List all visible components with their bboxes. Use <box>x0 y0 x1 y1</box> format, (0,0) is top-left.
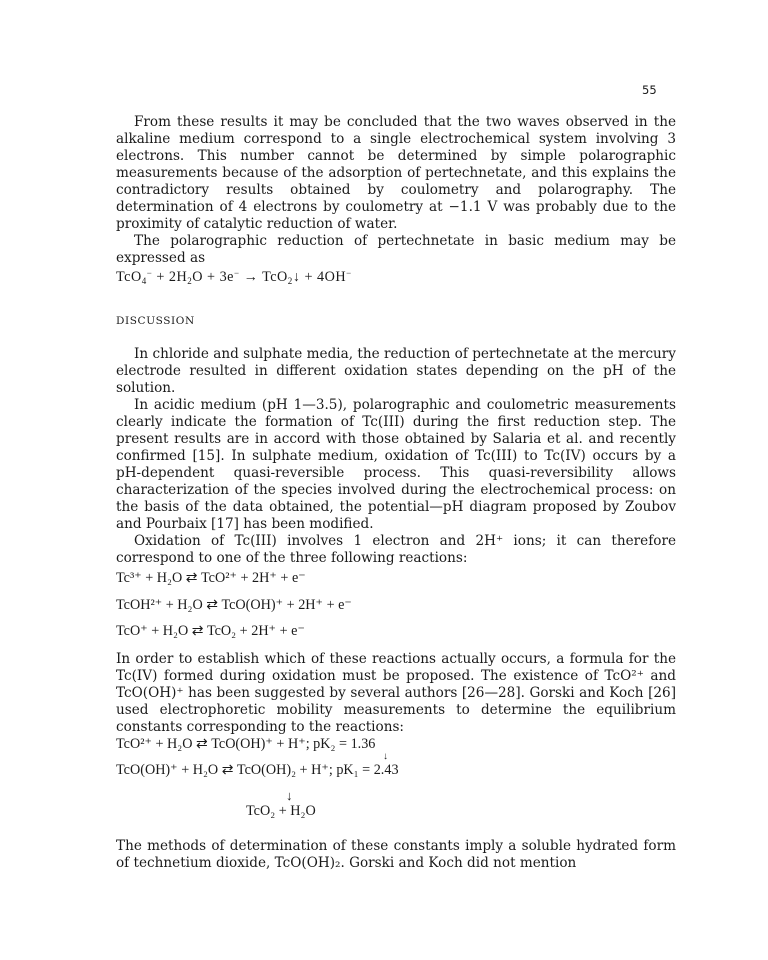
equilibrium-1: TcO²⁺ + H₂O ⇄ TcO(OH)⁺ + H⁺; pK₂ = 1.36 <box>116 736 376 752</box>
product-tco2: TcO₂ + H₂O <box>246 803 316 819</box>
paragraph-media: In chloride and sulphate media, the reduction of pertechnetate at the mercury electrode resulted in different oxidation states depending on the pH of the solution. <box>116 346 676 396</box>
equilibrium-2: TcO(OH)⁺ + H₂O ⇄ TcO(OH)₂ + H⁺; pK₁ = 2.43 <box>116 762 399 778</box>
paragraph-conclusion: From these results it may be concluded that the two waves observed in the alkaline medium correspond to a single electrochemical system involving 3 electrons. This number cannot be determined by simple polarographic measurements because of the adsorption of pertechnetate, and this explains the contradictory results obtained by coulometry and polarography. The determination of 4 electrons by coulometry at −1.1 V was probably due to the proximity of catalytic reduction of water. <box>116 114 676 232</box>
arrow-down-small: ↓ <box>383 751 388 762</box>
page-number: 55 <box>642 83 657 97</box>
reaction-2: TcOH²⁺ + H₂O ⇄ TcO(OH)⁺ + 2H⁺ + e⁻ <box>116 597 352 613</box>
results-section <box>116 114 676 267</box>
paragraph-oxidation: Oxidation of Tc(III) involves 1 electron and 2H⁺ ions; it can therefore correspond to one of the three following reactions: <box>116 533 676 566</box>
paragraph-acidic-medium: In acidic medium (pH 1—3.5), polarographic and coulometric measurements clearly indicate the formation of Tc(III) during the first reduction step. The present results are in accord with those obtained by Salaria et al. and recently confirmed [15]. In sulphate medium, oxidation of Tc(III) to Tc(IV) occurs by a pH-dependent quasi-reversible process. This quasi-reversibility allows characterization of the species involved during the electrochemical process: on the basis of the data obtained, the potential—pH diagram proposed by Zoubov and Pourbaix [17] has been modified. <box>116 397 676 532</box>
paragraph-reduction-intro: The polarographic reduction of pertechnetate in basic medium may be expressed as <box>116 233 676 266</box>
arrow-down: ↓ <box>286 788 293 803</box>
closing-section <box>116 838 676 872</box>
formula-section <box>116 651 676 736</box>
paragraph-tc-iv-formula: In order to establish which of these reactions actually occurs, a formula for the Tc(IV) formed during oxidation must be proposed. The existence of TcO²⁺ and TcO(OH)⁺ has been suggested by several authors [26—28]. Gorski and Koch [26] used electrophoretic mobility measurements to determine the equilibrium constants corresponding to the reactions: <box>116 651 676 735</box>
discussion-section <box>116 346 676 567</box>
equation-pertechnetate-reduction: $TcO_4^- + 2H_2O + 3e^-$ → TcO$_2$↓ + 4OH− <box>116 268 352 286</box>
section-heading-discussion: DISCUSSION <box>116 315 195 327</box>
reaction-3: TcO⁺ + H₂O ⇄ TcO₂ + 2H⁺ + e⁻ <box>116 623 305 639</box>
paragraph-methods: The methods of determination of these constants imply a soluble hydrated form of technetium dioxide, TcO(OH)₂. Gorski and Koch did not mention <box>116 838 676 871</box>
reaction-1: Tc³⁺ + H₂O ⇄ TcO²⁺ + 2H⁺ + e⁻ <box>116 570 306 586</box>
